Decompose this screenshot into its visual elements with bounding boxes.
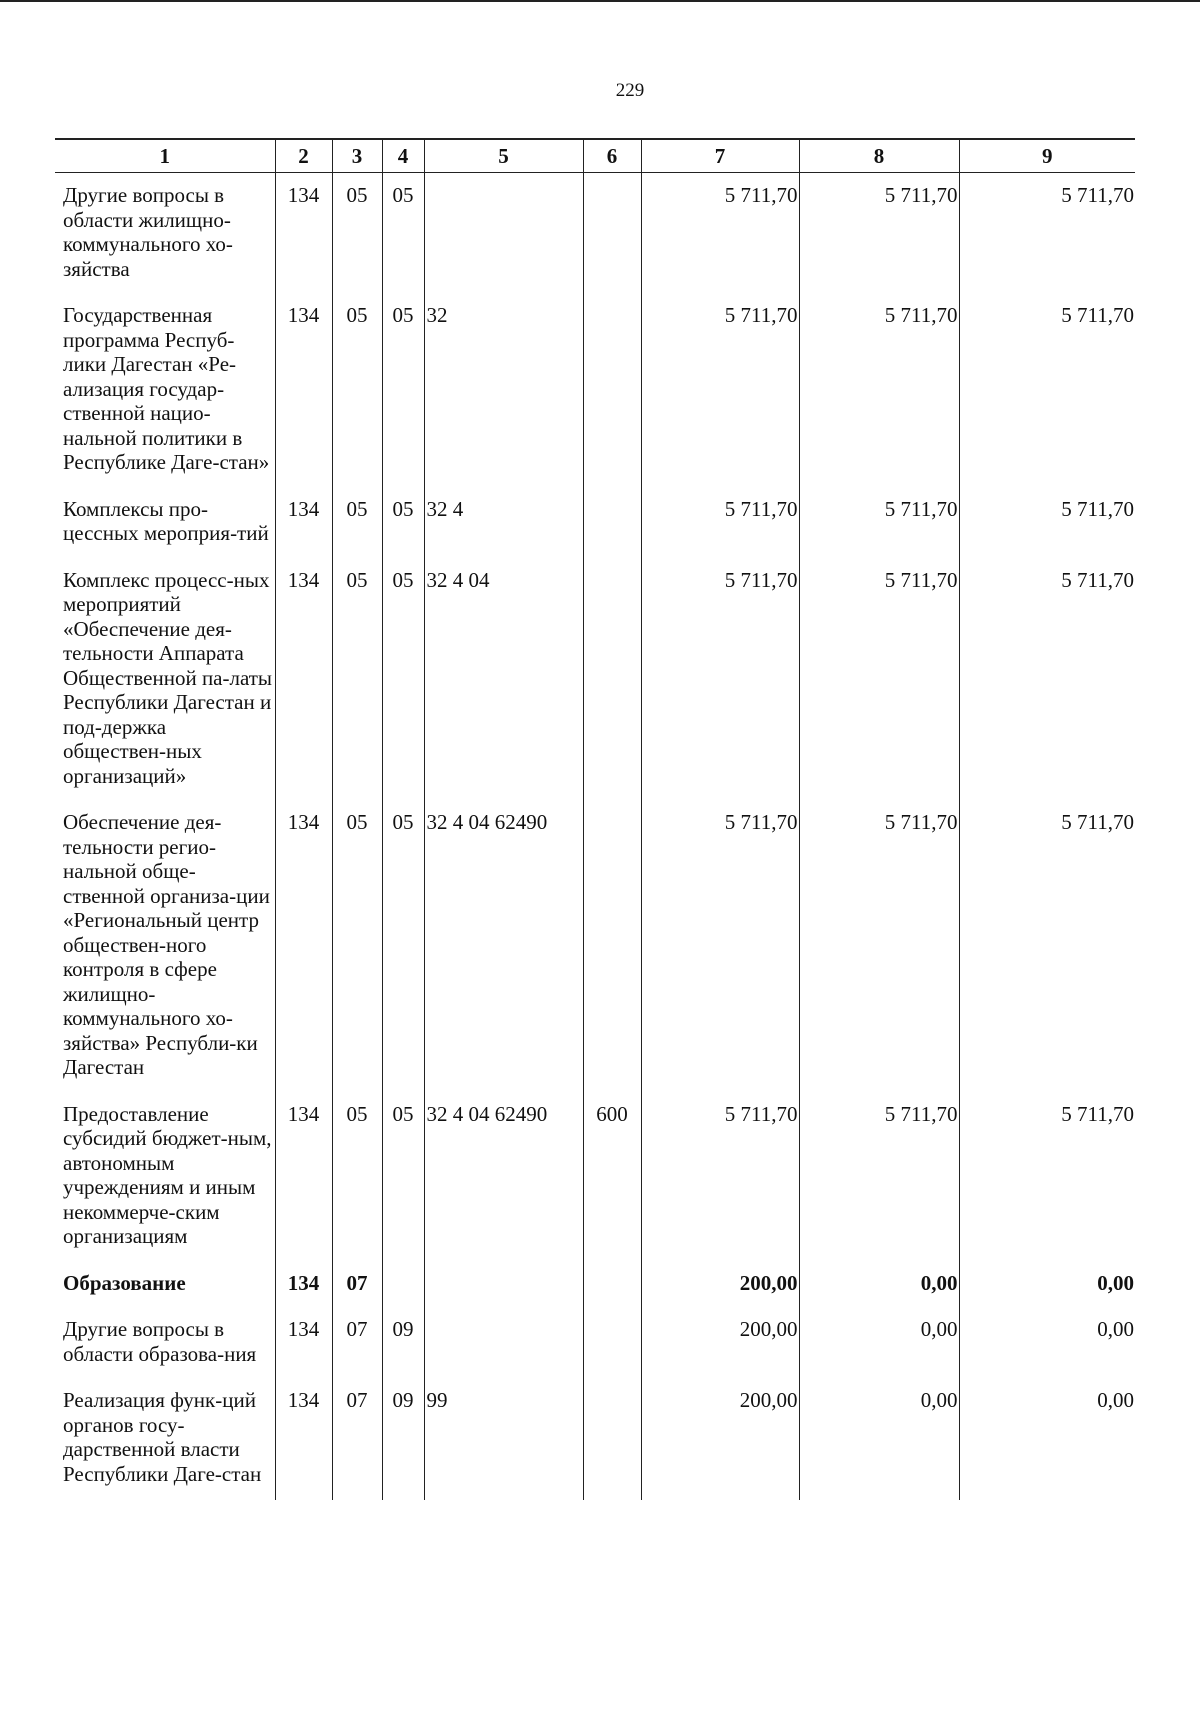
cell-col-5: 32 4 [424,487,583,558]
column-header: 1 [55,139,275,173]
cell-col-8: 5 711,70 [799,800,959,1092]
cell-col-6: 600 [583,1092,641,1261]
cell-col-4: 05 [382,173,424,294]
cell-col-3: 07 [332,1378,382,1500]
cell-col-8: 0,00 [799,1261,959,1308]
cell-col-7: 5 711,70 [641,1092,799,1261]
cell-col-9: 5 711,70 [959,1092,1135,1261]
cell-col-8: 5 711,70 [799,558,959,801]
cell-col-9: 5 711,70 [959,558,1135,801]
cell-col-7: 5 711,70 [641,293,799,487]
cell-col-2: 134 [275,1378,332,1500]
row-name: Комплексы про-цессных мероприя-тий [63,496,269,545]
cell-col-7: 5 711,70 [641,558,799,801]
column-header: 8 [799,139,959,173]
cell-col-7: 5 711,70 [641,487,799,558]
table-row [55,173,1135,294]
cell-col-8: 5 711,70 [799,173,959,294]
cell-col-2: 134 [275,487,332,558]
cell-col-9: 5 711,70 [959,293,1135,487]
cell-col-6 [583,173,641,294]
table-row [55,558,1135,801]
cell-col-7: 5 711,70 [641,173,799,294]
page-number: 229 [615,80,645,101]
header-row [55,139,1135,173]
cell-col-3: 07 [332,1307,382,1378]
table-row [55,1378,1135,1500]
cell-col-2: 134 [275,1307,332,1378]
cell-col-7: 200,00 [641,1378,799,1500]
cell-col-9: 5 711,70 [959,800,1135,1092]
cell-col-5: 32 4 04 [424,558,583,801]
table-row [55,487,1135,558]
row-name: Образование [63,1270,186,1295]
column-header: 4 [382,139,424,173]
cell-col-8: 0,00 [799,1378,959,1500]
table-row [55,1307,1135,1378]
cell-col-4: 05 [382,293,424,487]
cell-col-2: 134 [275,1261,332,1308]
column-header: 7 [641,139,799,173]
column-header: 3 [332,139,382,173]
cell-col-3: 05 [332,1092,382,1261]
row-name: Государственная программа Респуб-лики Дагестан «Ре-ализация государ-ственной нацио-нальной политики в Республике Даге-стан» [63,303,270,474]
cell-col-3: 07 [332,1261,382,1308]
cell-col-2: 134 [275,293,332,487]
cell-col-4: 05 [382,487,424,558]
cell-col-3: 05 [332,800,382,1092]
cell-col-3: 05 [332,293,382,487]
cell-col-4: 09 [382,1307,424,1378]
row-name: Предоставление субсидий бюджет-ным, автономным учреждениям и иным некоммерче-ским организациям [63,1101,272,1248]
column-header: 5 [424,139,583,173]
cell-col-7: 200,00 [641,1261,799,1308]
cell-col-8: 5 711,70 [799,1092,959,1261]
row-name: Другие вопросы в области образова-ния [63,1317,257,1366]
cell-col-4: 05 [382,558,424,801]
cell-col-5 [424,1307,583,1378]
cell-col-9: 0,00 [959,1307,1135,1378]
row-name: Реализация функ-ций органов госу-дарственной власти Республики Даге-стан [63,1388,262,1486]
cell-col-9: 5 711,70 [959,173,1135,294]
cell-col-7: 5 711,70 [641,800,799,1092]
row-name: Комплекс процесс-ных мероприятий «Обеспечение дея-тельности Аппарата Общественной па-латы Республики Дагестан и под-держка обществен-ных организаций» [63,567,273,788]
cell-col-5: 32 [424,293,583,487]
cell-col-5: 99 [424,1378,583,1500]
table-row [55,1261,1135,1308]
cell-col-6 [583,558,641,801]
cell-col-6 [583,800,641,1092]
cell-col-9: 0,00 [959,1378,1135,1500]
table-row [55,800,1135,1092]
cell-col-3: 05 [332,487,382,558]
cell-col-5: 32 4 04 62490 [424,800,583,1092]
cell-col-8: 5 711,70 [799,487,959,558]
cell-col-9: 5 711,70 [959,487,1135,558]
column-header: 6 [583,139,641,173]
cell-col-4: 09 [382,1378,424,1500]
cell-col-4 [382,1261,424,1308]
budget-table [55,138,1135,1500]
cell-col-8: 5 711,70 [799,293,959,487]
cell-col-4: 05 [382,800,424,1092]
cell-col-5: 32 4 04 62490 [424,1092,583,1261]
row-name: Обеспечение дея-тельности регио-нальной обще-ственной организа-ции «Региональный центр обществен-ного контроля в сфере жилищно-коммунального хо-зяйства» Республи-ки Дагестан [63,810,270,1079]
column-header: 2 [275,139,332,173]
cell-col-2: 134 [275,173,332,294]
page-top-edge-line [0,0,1200,2]
cell-col-4: 05 [382,1092,424,1261]
cell-col-8: 0,00 [799,1307,959,1378]
table-body [55,173,1135,1501]
cell-col-3: 05 [332,173,382,294]
column-header: 9 [959,139,1135,173]
table-row [55,293,1135,487]
cell-col-2: 134 [275,1092,332,1261]
cell-col-6 [583,487,641,558]
cell-col-6 [583,293,641,487]
cell-col-6 [583,1261,641,1308]
cell-col-3: 05 [332,558,382,801]
cell-col-5 [424,173,583,294]
cell-col-7: 200,00 [641,1307,799,1378]
row-name: Другие вопросы в области жилищно-коммунального хо-зяйства [63,183,233,281]
cell-col-6 [583,1307,641,1378]
cell-col-9: 0,00 [959,1261,1135,1308]
cell-col-2: 134 [275,558,332,801]
cell-col-5 [424,1261,583,1308]
table-row [55,1092,1135,1261]
cell-col-6 [583,1378,641,1500]
cell-col-2: 134 [275,800,332,1092]
